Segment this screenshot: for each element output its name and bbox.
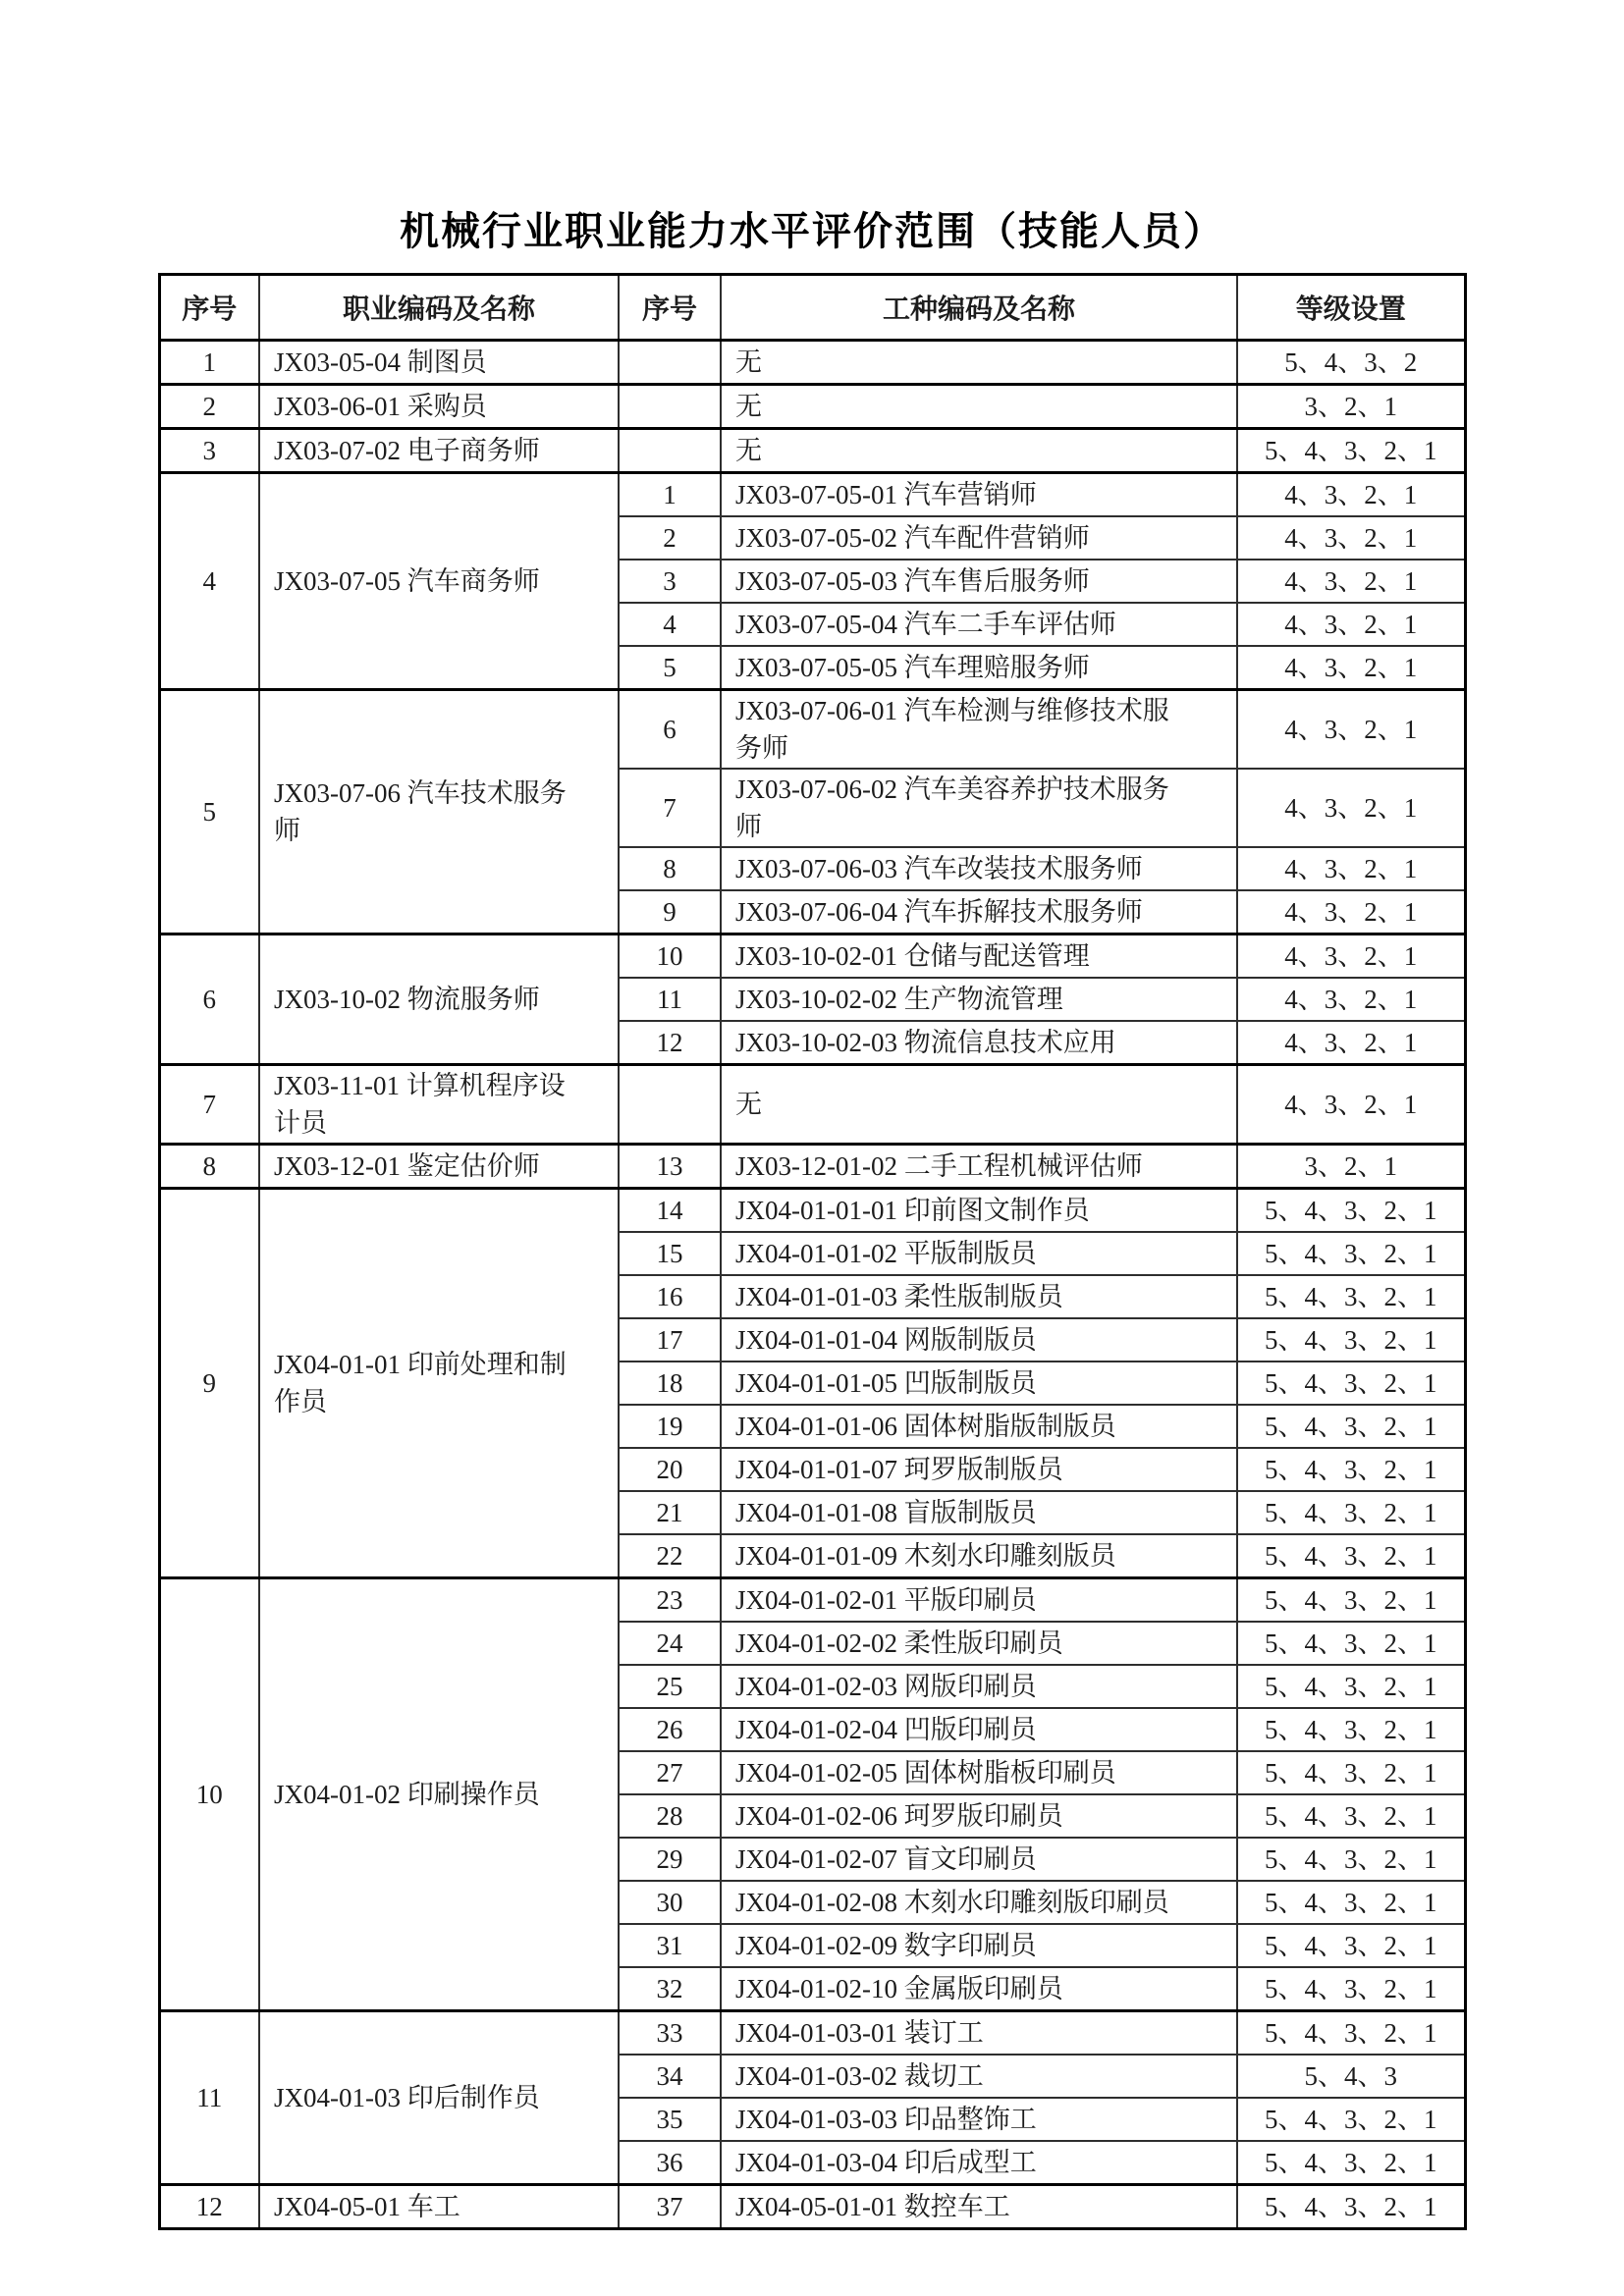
table-row xyxy=(159,473,1465,517)
job-seq-cell: 27 xyxy=(619,1751,721,1794)
job-name-cell: JX04-01-02-04 凹版印刷员 xyxy=(721,1708,1237,1751)
levels-cell: 5、4、3、2、1 xyxy=(1237,1838,1465,1881)
job-seq-cell: 26 xyxy=(619,1708,721,1751)
job-seq-cell: 30 xyxy=(619,1881,721,1924)
levels-cell: 5、4、3、2、1 xyxy=(1237,1491,1465,1534)
job-name-cell: JX03-10-02-03 物流信息技术应用 xyxy=(721,1021,1237,1065)
occupation-seq-cell: 4 xyxy=(159,473,259,690)
occupation-seq-cell: 11 xyxy=(159,2011,259,2185)
job-name-cell: JX04-01-01-04 网版制版员 xyxy=(721,1318,1237,1362)
job-name-cell: JX04-01-02-02 柔性版印刷员 xyxy=(721,1622,1237,1665)
job-name-cell: JX04-01-03-03 印品整饰工 xyxy=(721,2098,1237,2141)
levels-cell: 3、2、1 xyxy=(1237,385,1465,429)
job-name-cell: 无 xyxy=(721,385,1237,429)
occupation-seq-cell: 8 xyxy=(159,1145,259,1189)
table-row xyxy=(159,690,1465,770)
job-name-cell: JX04-01-02-08 木刻水印雕刻版印刷员 xyxy=(721,1881,1237,1924)
job-seq-cell: 15 xyxy=(619,1232,721,1275)
occupation-seq-cell: 7 xyxy=(159,1065,259,1145)
job-seq-cell: 18 xyxy=(619,1362,721,1405)
table-row xyxy=(159,1578,1465,1623)
table-row xyxy=(159,1065,1465,1145)
job-name-cell: JX04-01-02-01 平版印刷员 xyxy=(721,1578,1237,1623)
occupation-cell: JX04-05-01 车工 xyxy=(259,2185,619,2229)
job-name-cell: JX04-01-02-06 珂罗版印刷员 xyxy=(721,1794,1237,1838)
job-seq-cell: 32 xyxy=(619,1967,721,2011)
job-name-cell: JX04-05-01-01 数控车工 xyxy=(721,2185,1237,2229)
job-name-cell: JX04-01-01-03 柔性版制版员 xyxy=(721,1275,1237,1318)
job-seq-cell xyxy=(619,385,721,429)
levels-cell: 4、3、2、1 xyxy=(1237,1065,1465,1145)
occupation-seq-cell: 10 xyxy=(159,1578,259,2011)
levels-cell: 4、3、2、1 xyxy=(1237,473,1465,517)
job-seq-cell: 31 xyxy=(619,1924,721,1967)
levels-cell: 3、2、1 xyxy=(1237,1145,1465,1189)
table-row xyxy=(159,1189,1465,1233)
job-seq-cell xyxy=(619,429,721,473)
header-occupation-code-name: 职业编码及名称 xyxy=(259,275,619,341)
job-seq-cell: 12 xyxy=(619,1021,721,1065)
levels-cell: 4、3、2、1 xyxy=(1237,847,1465,890)
job-seq-cell: 2 xyxy=(619,516,721,560)
occupation-cell: JX03-07-06 汽车技术服务师 xyxy=(259,690,619,934)
table-row xyxy=(159,934,1465,979)
levels-cell: 5、4、3、2、1 xyxy=(1237,1881,1465,1924)
job-seq-cell: 37 xyxy=(619,2185,721,2229)
levels-cell: 5、4、3、2、1 xyxy=(1237,1275,1465,1318)
levels-cell: 4、3、2、1 xyxy=(1237,603,1465,646)
levels-cell: 5、4、3、2、1 xyxy=(1237,2098,1465,2141)
levels-cell: 5、4、3、2、1 xyxy=(1237,1967,1465,2011)
evaluation-table xyxy=(158,273,1467,2230)
levels-cell: 4、3、2、1 xyxy=(1237,690,1465,770)
table-row xyxy=(159,2011,1465,2056)
job-name-cell: JX04-01-01-01 印前图文制作员 xyxy=(721,1189,1237,1233)
job-name-cell: 无 xyxy=(721,429,1237,473)
job-name-cell: JX03-07-05-03 汽车售后服务师 xyxy=(721,560,1237,603)
occupation-seq-cell: 3 xyxy=(159,429,259,473)
job-seq-cell: 25 xyxy=(619,1665,721,1708)
levels-cell: 4、3、2、1 xyxy=(1237,1021,1465,1065)
levels-cell: 5、4、3、2 xyxy=(1237,341,1465,385)
levels-cell: 4、3、2、1 xyxy=(1237,560,1465,603)
job-seq-cell: 23 xyxy=(619,1578,721,1623)
job-seq-cell: 34 xyxy=(619,2055,721,2098)
levels-cell: 5、4、3、2、1 xyxy=(1237,1751,1465,1794)
levels-cell: 5、4、3、2、1 xyxy=(1237,1924,1465,1967)
job-seq-cell: 8 xyxy=(619,847,721,890)
job-seq-cell: 33 xyxy=(619,2011,721,2056)
table-body xyxy=(159,341,1465,2229)
levels-cell: 5、4、3、2、1 xyxy=(1237,1665,1465,1708)
occupation-cell: JX04-01-03 印后制作员 xyxy=(259,2011,619,2185)
levels-cell: 5、4、3、2、1 xyxy=(1237,429,1465,473)
header-job-code-name: 工种编码及名称 xyxy=(721,275,1237,341)
job-seq-cell: 19 xyxy=(619,1405,721,1448)
job-seq-cell: 10 xyxy=(619,934,721,979)
occupation-seq-cell: 2 xyxy=(159,385,259,429)
occupation-cell: JX04-01-02 印刷操作员 xyxy=(259,1578,619,2011)
job-seq-cell: 24 xyxy=(619,1622,721,1665)
job-seq-cell: 3 xyxy=(619,560,721,603)
job-seq-cell: 7 xyxy=(619,769,721,847)
job-name-cell: JX04-01-03-02 裁切工 xyxy=(721,2055,1237,2098)
job-name-cell: JX03-07-05-04 汽车二手车评估师 xyxy=(721,603,1237,646)
levels-cell: 5、4、3、2、1 xyxy=(1237,1318,1465,1362)
occupation-cell: JX03-07-05 汽车商务师 xyxy=(259,473,619,690)
occupation-cell: JX03-10-02 物流服务师 xyxy=(259,934,619,1065)
occupation-cell: JX03-07-02 电子商务师 xyxy=(259,429,619,473)
job-seq-cell: 5 xyxy=(619,646,721,690)
job-seq-cell: 14 xyxy=(619,1189,721,1233)
job-name-cell: JX04-01-02-09 数字印刷员 xyxy=(721,1924,1237,1967)
job-seq-cell: 4 xyxy=(619,603,721,646)
job-seq-cell xyxy=(619,341,721,385)
job-seq-cell: 22 xyxy=(619,1534,721,1578)
occupation-seq-cell: 9 xyxy=(159,1189,259,1578)
occupation-seq-cell: 6 xyxy=(159,934,259,1065)
job-name-cell: JX03-07-06-04 汽车拆解技术服务师 xyxy=(721,890,1237,934)
job-name-cell: JX04-01-03-01 装订工 xyxy=(721,2011,1237,2056)
table-row xyxy=(159,2185,1465,2229)
levels-cell: 5、4、3、2、1 xyxy=(1237,1622,1465,1665)
levels-cell: 5、4、3、2、1 xyxy=(1237,1794,1465,1838)
table-row xyxy=(159,385,1465,429)
job-seq-cell: 6 xyxy=(619,690,721,770)
occupation-seq-cell: 1 xyxy=(159,341,259,385)
occupation-seq-cell: 12 xyxy=(159,2185,259,2229)
job-seq-cell: 21 xyxy=(619,1491,721,1534)
levels-cell: 5、4、3、2、1 xyxy=(1237,1708,1465,1751)
job-name-cell: JX03-07-06-01 汽车检测与维修技术服务师 xyxy=(721,690,1237,770)
job-seq-cell: 17 xyxy=(619,1318,721,1362)
job-name-cell: JX04-01-01-07 珂罗版制版员 xyxy=(721,1448,1237,1491)
job-name-cell: JX03-07-05-05 汽车理赔服务师 xyxy=(721,646,1237,690)
page-title: 机械行业职业能力水平评价范围（技能人员） xyxy=(400,210,1224,253)
job-name-cell: JX04-01-03-04 印后成型工 xyxy=(721,2141,1237,2185)
job-seq-cell: 36 xyxy=(619,2141,721,2185)
occupation-cell: JX03-11-01 计算机程序设计员 xyxy=(259,1065,619,1145)
levels-cell: 5、4、3 xyxy=(1237,2055,1465,2098)
job-name-cell: JX04-01-02-10 金属版印刷员 xyxy=(721,1967,1237,2011)
occupation-seq-cell: 5 xyxy=(159,690,259,934)
job-name-cell: JX03-10-02-01 仓储与配送管理 xyxy=(721,934,1237,979)
job-seq-cell: 28 xyxy=(619,1794,721,1838)
levels-cell: 5、4、3、2、1 xyxy=(1237,1578,1465,1623)
job-seq-cell: 20 xyxy=(619,1448,721,1491)
header-occupation-seq: 序号 xyxy=(159,275,259,341)
job-name-cell: JX04-01-01-06 固体树脂版制版员 xyxy=(721,1405,1237,1448)
levels-cell: 5、4、3、2、1 xyxy=(1237,2185,1465,2229)
job-name-cell: JX03-12-01-02 二手工程机械评估师 xyxy=(721,1145,1237,1189)
occupation-cell: JX04-01-01 印前处理和制作员 xyxy=(259,1189,619,1578)
levels-cell: 5、4、3、2、1 xyxy=(1237,2011,1465,2056)
levels-cell: 5、4、3、2、1 xyxy=(1237,1448,1465,1491)
levels-cell: 5、4、3、2、1 xyxy=(1237,1534,1465,1578)
header-level-setting: 等级设置 xyxy=(1237,275,1465,341)
job-name-cell: JX04-01-01-08 盲版制版员 xyxy=(721,1491,1237,1534)
job-name-cell: JX04-01-01-09 木刻水印雕刻版员 xyxy=(721,1534,1237,1578)
job-seq-cell xyxy=(619,1065,721,1145)
levels-cell: 5、4、3、2、1 xyxy=(1237,1232,1465,1275)
levels-cell: 5、4、3、2、1 xyxy=(1237,2141,1465,2185)
occupation-cell: JX03-06-01 采购员 xyxy=(259,385,619,429)
levels-cell: 4、3、2、1 xyxy=(1237,769,1465,847)
header-job-seq: 序号 xyxy=(619,275,721,341)
occupation-cell: JX03-12-01 鉴定估价师 xyxy=(259,1145,619,1189)
job-seq-cell: 9 xyxy=(619,890,721,934)
job-name-cell: JX04-01-01-05 凹版制版员 xyxy=(721,1362,1237,1405)
levels-cell: 5、4、3、2、1 xyxy=(1237,1405,1465,1448)
table-header-row xyxy=(159,275,1465,341)
table-row xyxy=(159,341,1465,385)
job-name-cell: JX03-10-02-02 生产物流管理 xyxy=(721,978,1237,1021)
job-name-cell: JX03-07-05-02 汽车配件营销师 xyxy=(721,516,1237,560)
job-seq-cell: 11 xyxy=(619,978,721,1021)
job-seq-cell: 13 xyxy=(619,1145,721,1189)
job-name-cell: 无 xyxy=(721,1065,1237,1145)
job-seq-cell: 1 xyxy=(619,473,721,517)
levels-cell: 4、3、2、1 xyxy=(1237,978,1465,1021)
job-name-cell: JX03-07-05-01 汽车营销师 xyxy=(721,473,1237,517)
levels-cell: 5、4、3、2、1 xyxy=(1237,1189,1465,1233)
job-name-cell: JX04-01-02-05 固体树脂板印刷员 xyxy=(721,1751,1237,1794)
levels-cell: 4、3、2、1 xyxy=(1237,646,1465,690)
job-seq-cell: 29 xyxy=(619,1838,721,1881)
table-row xyxy=(159,429,1465,473)
levels-cell: 5、4、3、2、1 xyxy=(1237,1362,1465,1405)
job-seq-cell: 16 xyxy=(619,1275,721,1318)
job-name-cell: JX04-01-01-02 平版制版员 xyxy=(721,1232,1237,1275)
levels-cell: 4、3、2、1 xyxy=(1237,890,1465,934)
levels-cell: 4、3、2、1 xyxy=(1237,516,1465,560)
levels-cell: 4、3、2、1 xyxy=(1237,934,1465,979)
job-name-cell: JX04-01-02-03 网版印刷员 xyxy=(721,1665,1237,1708)
occupation-cell: JX03-05-04 制图员 xyxy=(259,341,619,385)
job-name-cell: 无 xyxy=(721,341,1237,385)
job-seq-cell: 35 xyxy=(619,2098,721,2141)
job-name-cell: JX03-07-06-02 汽车美容养护技术服务师 xyxy=(721,769,1237,847)
table-row xyxy=(159,1145,1465,1189)
job-name-cell: JX03-07-06-03 汽车改装技术服务师 xyxy=(721,847,1237,890)
job-name-cell: JX04-01-02-07 盲文印刷员 xyxy=(721,1838,1237,1881)
